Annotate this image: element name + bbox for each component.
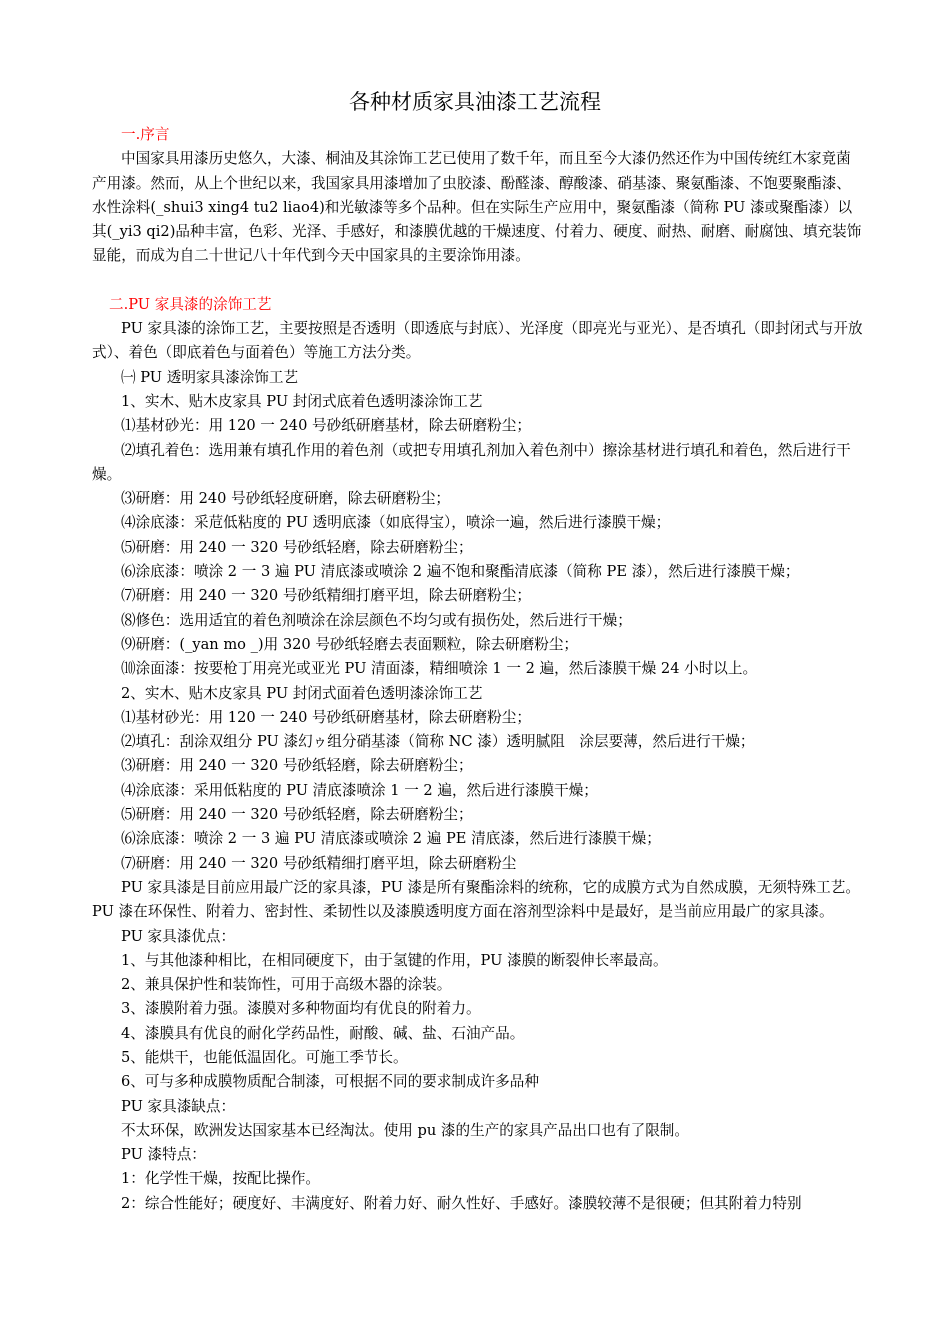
process1-step: ⑽涂面漆：按要枪丁用亮光或亚光 PU 清面漆，精细喷涂 1 一 2 遍，然后漆膜干燥 24 小时以上。 bbox=[121, 660, 758, 678]
advantage-item: 2、兼具保护性和装饰性，可用于高级木器的涂装。 bbox=[121, 976, 452, 994]
process1-step: ⑹涂底漆：喷涂 2 一 3 遍 PU 清底漆或喷涂 2 遍不饱和聚酯清底漆（简称 PE 漆），然后进行漆膜干燥； bbox=[121, 563, 800, 581]
process1-step: ⑷涂底漆：采苊低粘度的 PU 透明底漆（如底得宝），喷涂一遍，然后进行漆膜干燥； bbox=[121, 514, 671, 532]
process1-step: ⑻修色：选用适宜的着色剂喷涂在涂层颜色不均匀或有损伤处，然后进行干燥； bbox=[121, 611, 632, 629]
feature-item: 1：化学性干燥，按配比操作。 bbox=[121, 1170, 321, 1188]
process1-step: ⑶研磨：用 240 号砂纸轻度研磨，除去研磨粉尘； bbox=[121, 490, 451, 508]
process2-step: ⑵填孔：刮涂双组分 PU 漆幻ゥ组分硝基漆（简称 NC 漆）透明腻阻 涂层要薄，然后进行干燥； bbox=[121, 733, 755, 751]
paragraph-gap bbox=[92, 269, 864, 293]
pu-summary: PU 家具漆是目前应用最广泛的家具漆，PU 漆是所有聚酯涂料的统称，它的成膜方式为自然成膜，无须特殊工艺。PU 漆在环保性、附着力、密封性、柔韧性以及漆膜透明度方面在溶剂型涂料中是最好，是当前应用最广的家具漆。 bbox=[92, 878, 860, 921]
disadvantages-text: 不太环保，欧洲发达国家基本已经淘汰。使用 pu 漆的生产的家具产品出口也有了限制。 bbox=[121, 1121, 689, 1139]
process1-step: ⑴基材砂光：用 120 一 240 号砂纸研磨基材，除去研磨粉尘； bbox=[121, 417, 531, 435]
process2-step: ⑴基材砂光：用 120 一 240 号砂纸研磨基材，除去研磨粉尘； bbox=[121, 708, 531, 726]
process2-step: ⑺研磨：用 240 一 320 号砂纸精细打磨平坦，除去研磨粉尘 bbox=[121, 854, 517, 872]
section2-heading: 二.PU 家具漆的涂饰工艺 bbox=[109, 295, 272, 313]
feature-item: 2：综合性能好；硬度好、丰满度好、附着力好、耐久性好、手感好。漆膜较薄不是很硬；但其附着力特别 bbox=[121, 1194, 802, 1212]
advantages-title: PU 家具漆优点： bbox=[121, 927, 236, 945]
document-title: 各种材质家具油漆工艺流程 bbox=[349, 90, 601, 114]
section1-intro: 中国家具用漆历史悠久，大漆、桐油及其涂饰工艺已使用了数千年，而且至今大漆仍然还作为中国传统红木家竟菌产用漆。然而，从上个世纪以来，我国家具用漆增加了虫胶漆、酚醛漆、醇酸漆、硝基漆、聚氨酯漆、不饱要聚酯漆、水性涂料(_shui3 xing4 tu2 liao4)和光敏漆等多个品种。但在实际生产应用中，聚氨酯漆（简称 PU 漆或聚酯漆）以其(_yi3 qi2)品种丰富，色彩、光泽、手感好，和漆膜优越的干燥速度、付着力、硬度、耐热、耐磨、耐腐蚀、填充装饰显能，而成为自二十世记八十年代到今天中国家具的主要涂饰用漆。 bbox=[92, 150, 862, 265]
process1-title: 1、实木、贴木皮家具 PU 封闭式底着色透明漆涂饰工艺 bbox=[121, 392, 483, 410]
process1-step: ⑼研磨：(_yan mo _)用 320 号砂纸轻磨去表面颗粒，除去研磨粉尘； bbox=[121, 635, 579, 653]
process1-step: ⑸研磨：用 240 一 320 号砂纸轻磨，除去研磨粉尘； bbox=[121, 538, 473, 556]
advantage-item: 3、漆膜附着力强。漆膜对多种物面均有优良的附着力。 bbox=[121, 1000, 481, 1018]
process2-step: ⑷涂底漆：采用低粘度的 PU 清底漆喷涂 1 一 2 遍，然后进行漆膜干燥； bbox=[121, 781, 598, 799]
advantage-item: 5、能烘干，也能低温固化。可施工季节长。 bbox=[121, 1048, 408, 1066]
disadvantages-title: PU 家具漆缺点： bbox=[121, 1097, 236, 1115]
document-body bbox=[92, 123, 864, 1216]
advantage-item: 6、可与多种成膜物质配合制漆，可根据不同的要求制成许多品种 bbox=[121, 1073, 539, 1091]
features-title: PU 漆特点： bbox=[121, 1146, 206, 1164]
process1-step: ⑵填孔着色：选用兼有填孔作用的着色剂（或把专用填孔剂加入着色剂中）擦涂基材进行填孔和着色，然后进行干燥。 bbox=[92, 441, 851, 483]
process2-title: 2、实木、贴木皮家具 PU 封闭式面着色透明漆涂饰工艺 bbox=[121, 684, 483, 702]
process2-step: ⑹涂底漆：喷涂 2 一 3 遍 PU 清底漆或喷涂 2 遍 PE 清底漆，然后进行漆膜干燥； bbox=[121, 830, 661, 848]
section1-heading: 一.序言 bbox=[121, 126, 170, 143]
section2-intro: PU 家具漆的涂饰工艺，主要按照是否透明（即透底与封底）、光泽度（即亮光与亚光）、是否填孔（即封闭式与开放式）、着色（即底着色与面着色）等施工方法分类。 bbox=[92, 320, 863, 362]
process2-step: ⑸研磨：用 240 一 320 号砂纸轻磨，除去研磨粉尘； bbox=[121, 806, 473, 824]
advantage-item: 1、与其他漆种相比，在相同硬度下，由于氢键的作用，PU 漆膜的断裂伸长率最高。 bbox=[121, 951, 668, 969]
advantage-item: 4、漆膜具有优良的耐化学药品性，耐酸、碱、盐、石油产品。 bbox=[121, 1024, 525, 1042]
subsection-heading: ㈠ PU 透明家具漆涂饰工艺 bbox=[121, 368, 299, 386]
process2-step: ⑶研磨：用 240 一 320 号砂纸轻磨，除去研磨粉尘； bbox=[121, 757, 473, 775]
process1-step: ⑺研磨：用 240 一 320 号砂纸精细打磨平坦，除去研磨粉尘； bbox=[121, 587, 531, 605]
